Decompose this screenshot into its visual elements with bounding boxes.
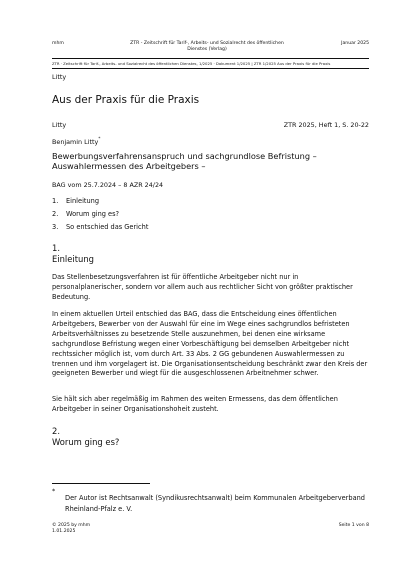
paragraph-1: Das Stellenbesetzungsverfahren ist für öffentliche Arbeitgeber nicht nur in personalplanerischer, sondern vor allem auch aus rechtlicher Sicht von größter praktischer Bedeutung. <box>52 273 353 301</box>
toc-label: Einleitung <box>66 197 100 205</box>
section-1-title: Einleitung <box>52 253 94 264</box>
header-rule-bottom <box>52 68 369 69</box>
article-title-line1: Bewerbungsverfahrensanspruch und sachgrundlose Befristung – <box>52 151 317 161</box>
footnote-text: Der Autor ist Rechtsanwalt (Syndikusrechtsanwalt) beim Kommunalen Arbeitgeberverband Rheinland-Pfalz e. V. <box>65 494 365 513</box>
paragraph-2: In einem aktuellen Urteil entschied das BAG, dass die Entscheidung eines öffentlichen Arbeitgebers, Bewerber von der Auswahl für eine im Wege eines sachgrundlos befristeten Arbeitsverhältnisses zu besetzende Stelle auszunehmen, bei denen eine wirksame sachgrundlose Befristung wegen einer Vorbeschäftigung bei demselben Arbeitgeber nicht rechtssicher möglich ist, vom durch Art. 33 Abs. 2 GG gebundenen Auswahlermessen zu trennen und ihm vorgelagert ist. Die Organisationsentscheidung beschränkt zwar den Kreis der geeigneten Bewerber und wiegt für die ausgeschlossenen Arbeitnehmer schwer. <box>52 310 368 378</box>
table-of-contents <box>52 196 148 235</box>
toc-item-1[interactable] <box>52 196 148 209</box>
header-journal-line2: Dienstes (Verlag) <box>187 47 227 52</box>
paragraph-3: Sie hält sich aber regelmäßig im Rahmen des weiten Ermessens, das dem öffentlichen Arbeitgeber in seiner Organisationshoheit zusteht. <box>52 395 338 413</box>
footnote-mark: * <box>52 487 56 495</box>
byline-name: Benjamin Litty <box>52 138 99 146</box>
section-2-heading <box>52 426 119 447</box>
footer-copyright <box>52 523 90 535</box>
toc-label: So entschied das Gericht <box>66 223 149 231</box>
toc-label: Worum ging es? <box>66 210 120 218</box>
byline-footnote-mark[interactable]: * <box>98 137 101 142</box>
author-tag: Litty <box>52 73 67 81</box>
toc-num: 2. <box>52 210 59 218</box>
meta-author: Litty <box>52 121 67 129</box>
footer-copyright-line1: © 2025 by mhm <box>52 523 91 528</box>
header-journal <box>118 41 296 53</box>
toc-item-3[interactable] <box>52 222 148 235</box>
header-publisher: mhm <box>52 41 64 46</box>
article-title-line2: Auswahlermessen des Arbeitgebers – <box>52 161 206 171</box>
toc-num: 3. <box>52 223 59 231</box>
section-1-number: 1. <box>52 243 60 253</box>
case-reference: BAG vom 25.7.2024 – 8 AZR 24/24 <box>52 181 164 189</box>
footer-copyright-line2: 1.01.2025 <box>52 529 76 534</box>
section-2-number: 2. <box>52 426 60 436</box>
footer-page-number: Seite 1 von 8 <box>338 523 369 528</box>
section-2-title: Worum ging es? <box>52 436 120 447</box>
header-date: Januar 2025 <box>341 41 369 46</box>
header-rule-top <box>52 58 369 59</box>
toc-item-2[interactable] <box>52 209 148 222</box>
citation-bar: ZTR · Zeitschrift für Tarif-, Arbeits- und Sozialrecht des öffentlichen Dienstes, 1/2025 · Dokument 1/2025 | ZTR 1/2025 Aus der Praxis für die Praxis <box>52 61 331 66</box>
section-title: Aus der Praxis für die Praxis <box>52 94 200 106</box>
article-title <box>52 151 317 171</box>
toc-num: 1. <box>52 197 59 205</box>
footnote-rule <box>52 483 150 484</box>
byline <box>52 138 101 146</box>
header-journal-line1: ZTR - Zeitschrift für Tarif-, Arbeits- und Sozialrecht des öffentlichen <box>130 41 284 46</box>
meta-reference: ZTR 2025, Heft 1, S. 20-22 <box>283 121 369 129</box>
section-1-heading <box>52 243 94 264</box>
